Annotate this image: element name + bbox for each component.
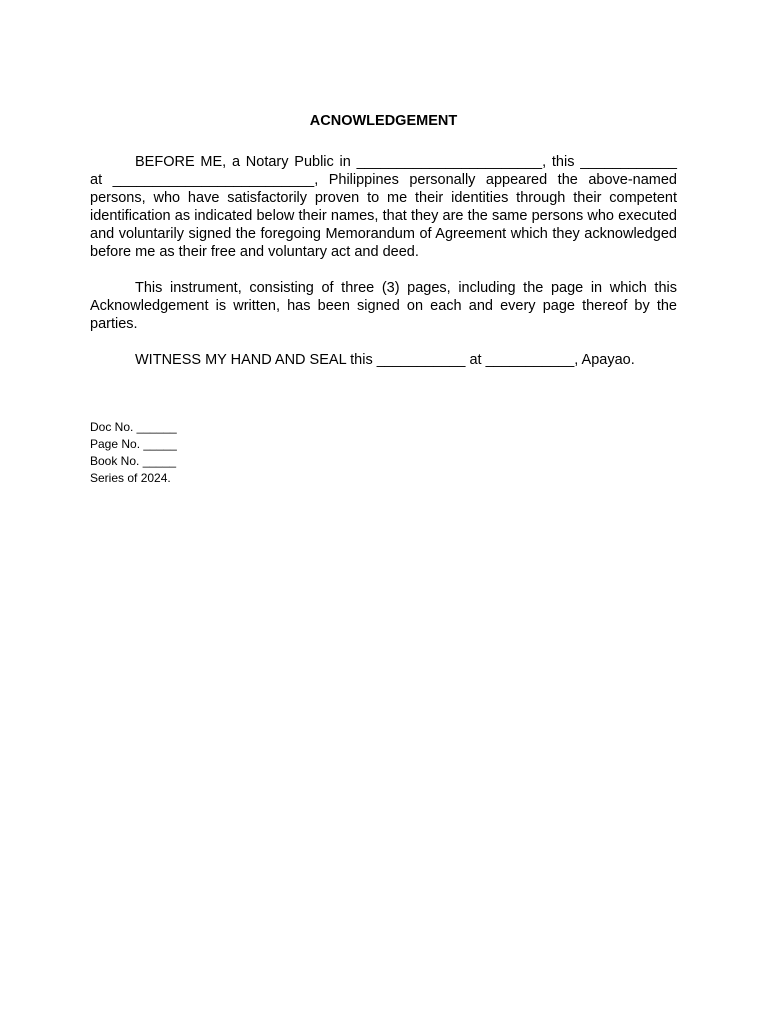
- doc-no: Doc No. ______: [90, 420, 177, 434]
- notary-register-block: [90, 419, 177, 487]
- series: Series of 2024.: [90, 471, 171, 485]
- acknowledgement-paragraph: BEFORE ME, a Notary Public in _______________________, this ____________ at _________________________, Philippines personally appeared the above-named persons, who have satisfactorily proven to me their identities through their competent identification as indicated below their names, that they are the same persons who executed and voluntarily signed the foregoing Memorandum of Agreement which they acknowledged before me as their free and voluntary act and deed.: [90, 154, 677, 260]
- document-title: ACNOWLEDGEMENT: [309, 113, 458, 129]
- book-no: Book No. _____: [90, 454, 177, 468]
- page-no: Page No. _____: [90, 437, 177, 451]
- witness-line: WITNESS MY HAND AND SEAL this ___________ at ___________, Apayao.: [135, 352, 635, 368]
- instrument-paragraph: This instrument, consisting of three (3) pages, including the page in which this Acknowledgement is written, has been signed on each and every page thereof by the parties.: [90, 280, 677, 332]
- document-body: [90, 112, 677, 369]
